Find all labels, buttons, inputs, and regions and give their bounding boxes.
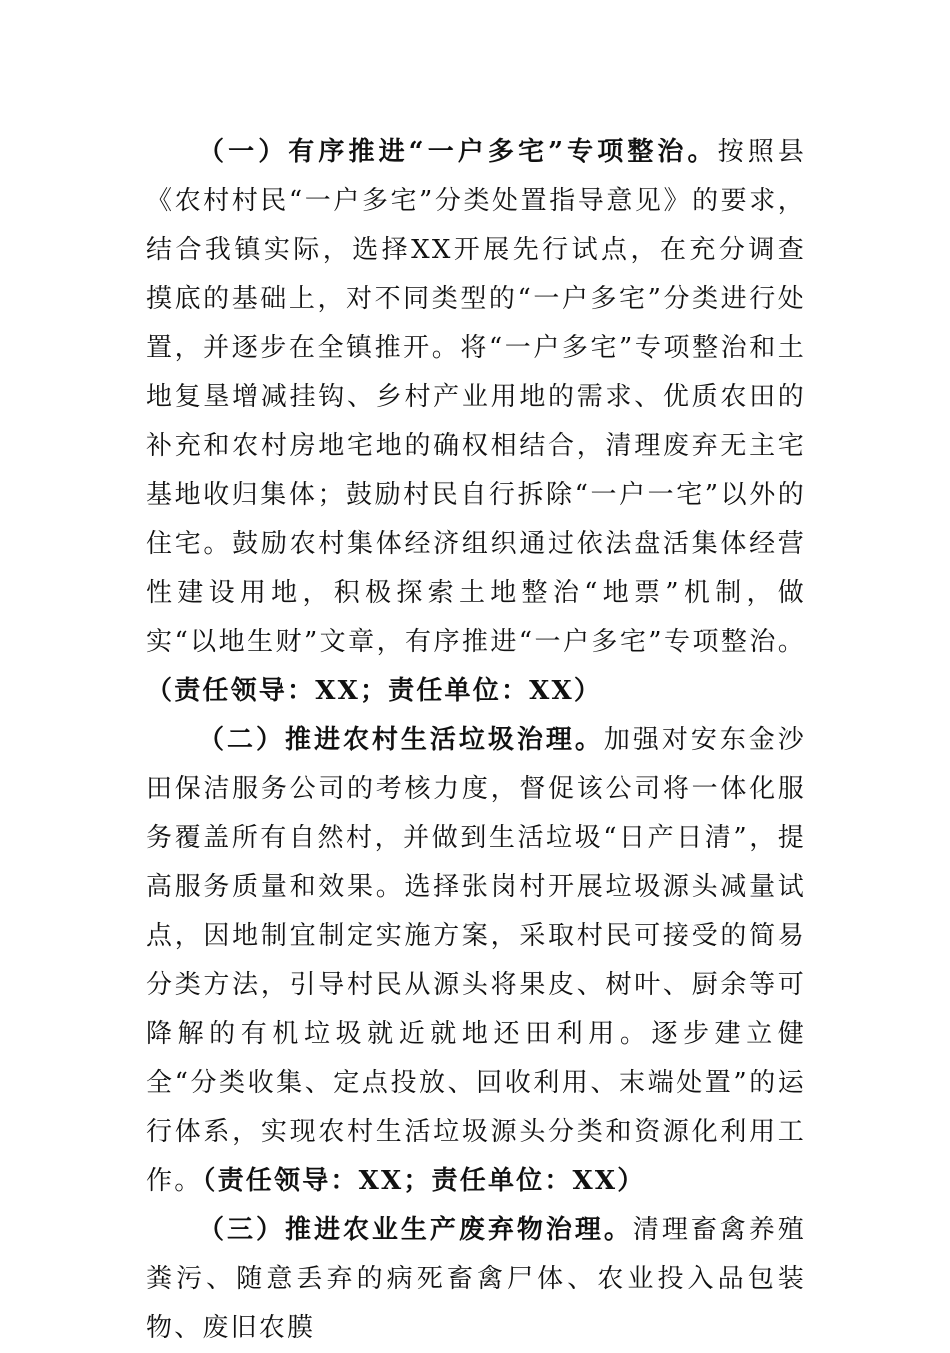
paragraph-heading: （一）有序推进“一户多宅”专项整治。 — [198, 137, 718, 167]
paragraph-heading: （二）推进农村生活垃圾治理。 — [198, 725, 604, 755]
document-body — [146, 128, 806, 1353]
paragraph-body: 按照县《农村村民“一户多宅”分类处置指导意见》的要求，结合我镇实际，选择XX开展先行试点，在充分调查摸底的基础上，对不同类型的“一户多宅”分类进行处置，并逐步在全镇推开。将“一户多宅”专项整治和土地复垦增减挂钩、乡村产业用地的需求、优质农田的补充和农村房地宅地的确权相结合，清理废弃无主宅基地收归集体；鼓励村民自行拆除“一户一宅”以外的住宅。鼓励农村集体经济组织通过依法盘活集体经营性建设用地，积极探索土地整治“地票”机制，做实“以地生财”文章，有序推进“一户多宅”专项整治。 — [146, 137, 806, 657]
paragraph-rural-garbage — [146, 716, 806, 1206]
paragraph-one-household-multiple-homes — [146, 128, 806, 716]
paragraph-body: 加强对安东金沙田保洁服务公司的考核力度，督促该公司将一体化服务覆盖所有自然村，并做到生活垃圾“日产日清”，提高服务质量和效果。选择张岗村开展垃圾源头减量试点，因地制宜制定实施方案，采取村民可接受的简易分类方法，引导村民从源头将果皮、树叶、厨余等可降解的有机垃圾就近就地还田利用。逐步建立健全“分类收集、定点投放、回收利用、末端处置”的运行体系，实现农村生活垃圾源头分类和资源化利用工作。 — [146, 725, 806, 1196]
responsibility-note: （责任领导：XX；责任单位：XX） — [202, 1166, 646, 1196]
responsibility-note: （责任领导：XX；责任单位：XX） — [146, 676, 603, 706]
paragraph-agricultural-waste — [146, 1206, 806, 1353]
paragraph-body: 清理畜禽养殖粪污、随意丢弃的病死畜禽尸体、农业投入品包装物、废旧农膜 — [146, 1215, 806, 1343]
paragraph-heading: （三）推进农业生产废弃物治理。 — [198, 1215, 633, 1245]
